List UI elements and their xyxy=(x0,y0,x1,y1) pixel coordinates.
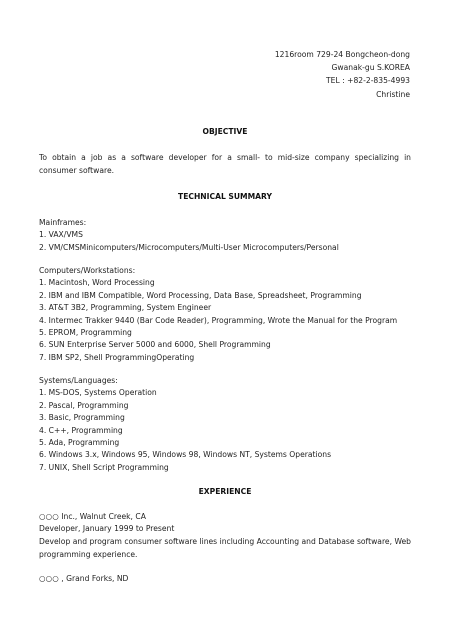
languages-section xyxy=(39,375,411,474)
languages-title: Systems/Languages: xyxy=(39,376,118,385)
workstations-section xyxy=(39,265,411,364)
list-item: 7. IBM SP2, Shell ProgrammingOperating xyxy=(39,352,195,362)
list-item: 1. VAX/VMS xyxy=(39,230,83,240)
list-item: 2. VM/CMSMinicomputers/Microcomputers/Multi-User Microcomputers/Personal xyxy=(39,242,339,252)
objective-heading: OBJECTIVE xyxy=(202,127,248,136)
address-city: Gwanak-gu S.KOREA xyxy=(331,63,410,73)
job-company: ○○○ Inc., Walnut Creek, CA xyxy=(39,512,146,521)
address-block xyxy=(275,48,410,101)
list-item: 3. Basic, Programming xyxy=(39,413,125,423)
job-role: Developer, January 1999 to Present xyxy=(39,524,175,534)
objective-text: To obtain a job as a software developer for a small- to mid-size company specializing in consumer software. xyxy=(39,153,411,175)
list-item: 6. Windows 3.x, Windows 95, Windows 98, Windows NT, Systems Operations xyxy=(39,450,332,460)
address-name: Christine xyxy=(376,89,410,99)
list-item: 4. Intermec Trakker 9440 (Bar Code Reader), Programming, Wrote the Manual for the Program xyxy=(39,315,398,325)
list-item: 5. EPROM, Programming xyxy=(39,328,132,338)
list-item: 1. MS-DOS, Systems Operation xyxy=(39,388,157,398)
job-entry-2 xyxy=(39,573,411,585)
list-item: 2. Pascal, Programming xyxy=(39,400,129,410)
list-item: 3. AT&T 3B2, Programming, System Engineer xyxy=(39,303,212,313)
address-phone: TEL : +82-2-835-4993 xyxy=(326,76,410,86)
job-company: ○○○ , Grand Forks, ND xyxy=(39,574,129,583)
list-item: 6. SUN Enterprise Server 5000 and 6000, Shell Programming xyxy=(39,340,271,350)
job-description: Develop and program consumer software lines including Accounting and Database software, Web programming experience. xyxy=(39,537,411,559)
address-street: 1216room 729-24 Bongcheon-dong xyxy=(274,50,410,59)
mainframes-section xyxy=(39,217,411,254)
job-entry-1 xyxy=(39,511,411,536)
list-item: 1. Macintosh, Word Processing xyxy=(39,278,155,288)
list-item: 2. IBM and IBM Compatible, Word Processing, Data Base, Spreadsheet, Programming xyxy=(39,290,362,300)
list-item: 4. C++, Programming xyxy=(39,425,123,435)
mainframes-title: Mainframes: xyxy=(39,218,87,227)
experience-heading: EXPERIENCE xyxy=(198,487,252,496)
list-item: 5. Ada, Programming xyxy=(39,438,120,448)
technical-summary-heading: TECHNICAL SUMMARY xyxy=(178,192,272,201)
list-item: 7. UNIX, Shell Script Programming xyxy=(39,462,169,472)
workstations-title: Computers/Workstations: xyxy=(39,266,136,275)
